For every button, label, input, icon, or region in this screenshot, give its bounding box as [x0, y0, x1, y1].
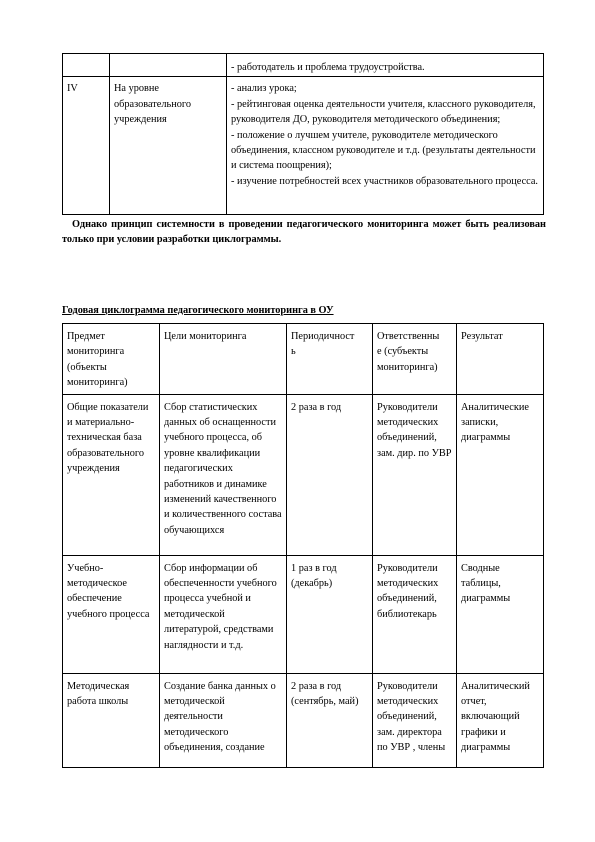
table-row	[63, 555, 544, 673]
table-cell: Сводные таблицы, диаграммы	[457, 555, 544, 673]
table-cell: Сбор информации об обеспеченности учебного процесса учебной и методической литературой, средствами наглядности и т.д.	[160, 555, 287, 673]
table-row	[63, 673, 544, 767]
table-cell: На уровне образовательного учреждения	[110, 77, 227, 215]
table-cell: Аналитический отчет, включающий графики и диаграммы	[457, 673, 544, 767]
table-cell: 2 раза в год (сентябрь, май)	[287, 673, 373, 767]
header-cell: Результат	[457, 324, 544, 395]
header-cell: Ответственны е (субъекты мониторинга)	[373, 324, 457, 395]
table-cell: Общие показатели и материально-техническая база образовательного учреждения	[63, 394, 160, 555]
table-cell: Руководители методических объединений, зам. директора по УВР , члены	[373, 673, 457, 767]
table-cell: Сбор статистических данных об оснащенности учебного процесса, об уровне квалификации педагогических работников и динамике изменений качественного и количественного состава обучающихся	[160, 394, 287, 555]
cyclogram-table	[62, 323, 544, 768]
paragraph: Однако принцип системности в проведении педагогического мониторинга может быть реализован только при условии разработки циклограммы.	[62, 219, 546, 245]
table-cell	[110, 54, 227, 77]
header-cell: Предмет мониторинга (объекты мониторинга)	[63, 324, 160, 395]
header-cell: Периодичност ь	[287, 324, 373, 395]
table-cell	[63, 54, 110, 77]
table-cell: - работодатель и проблема трудоустройства.	[227, 54, 544, 77]
table-cell: Учебно-методическое обеспечение учебного процесса	[63, 555, 160, 673]
table-row	[63, 77, 544, 215]
table-row	[63, 54, 544, 77]
top-table	[62, 53, 544, 215]
table-cell: 2 раза в год	[287, 394, 373, 555]
table-cell: Создание банка данных о методической деятельности методического объединения, создание	[160, 673, 287, 767]
table-cell: Руководители методических объединений, библиотекарь	[373, 555, 457, 673]
table-cell: Методическая работа школы	[63, 673, 160, 767]
table-cell: - анализ урока; - рейтинговая оценка деятельности учителя, классного руководителя, руководителя ДО, руководителя методического объединения; - положение о лучшем учителе, руководителе методического объединения, классном руководителе и т.д. (результаты деятельности и система поощрения); - изучение потребностей всех участников образовательного процесса.	[227, 77, 544, 215]
table-cell: 1 раз в год (декабрь)	[287, 555, 373, 673]
table-cell: Аналитические записки, диаграммы	[457, 394, 544, 555]
header-cell: Цели мониторинга	[160, 324, 287, 395]
cyclogram-title: Годовая циклограмма педагогического мониторинга в ОУ	[62, 305, 334, 316]
table-row	[63, 394, 544, 555]
table-cell: Руководители методических объединений, зам. дир. по УВР	[373, 394, 457, 555]
table-header-row	[63, 324, 544, 395]
table-cell: IV	[63, 77, 110, 215]
